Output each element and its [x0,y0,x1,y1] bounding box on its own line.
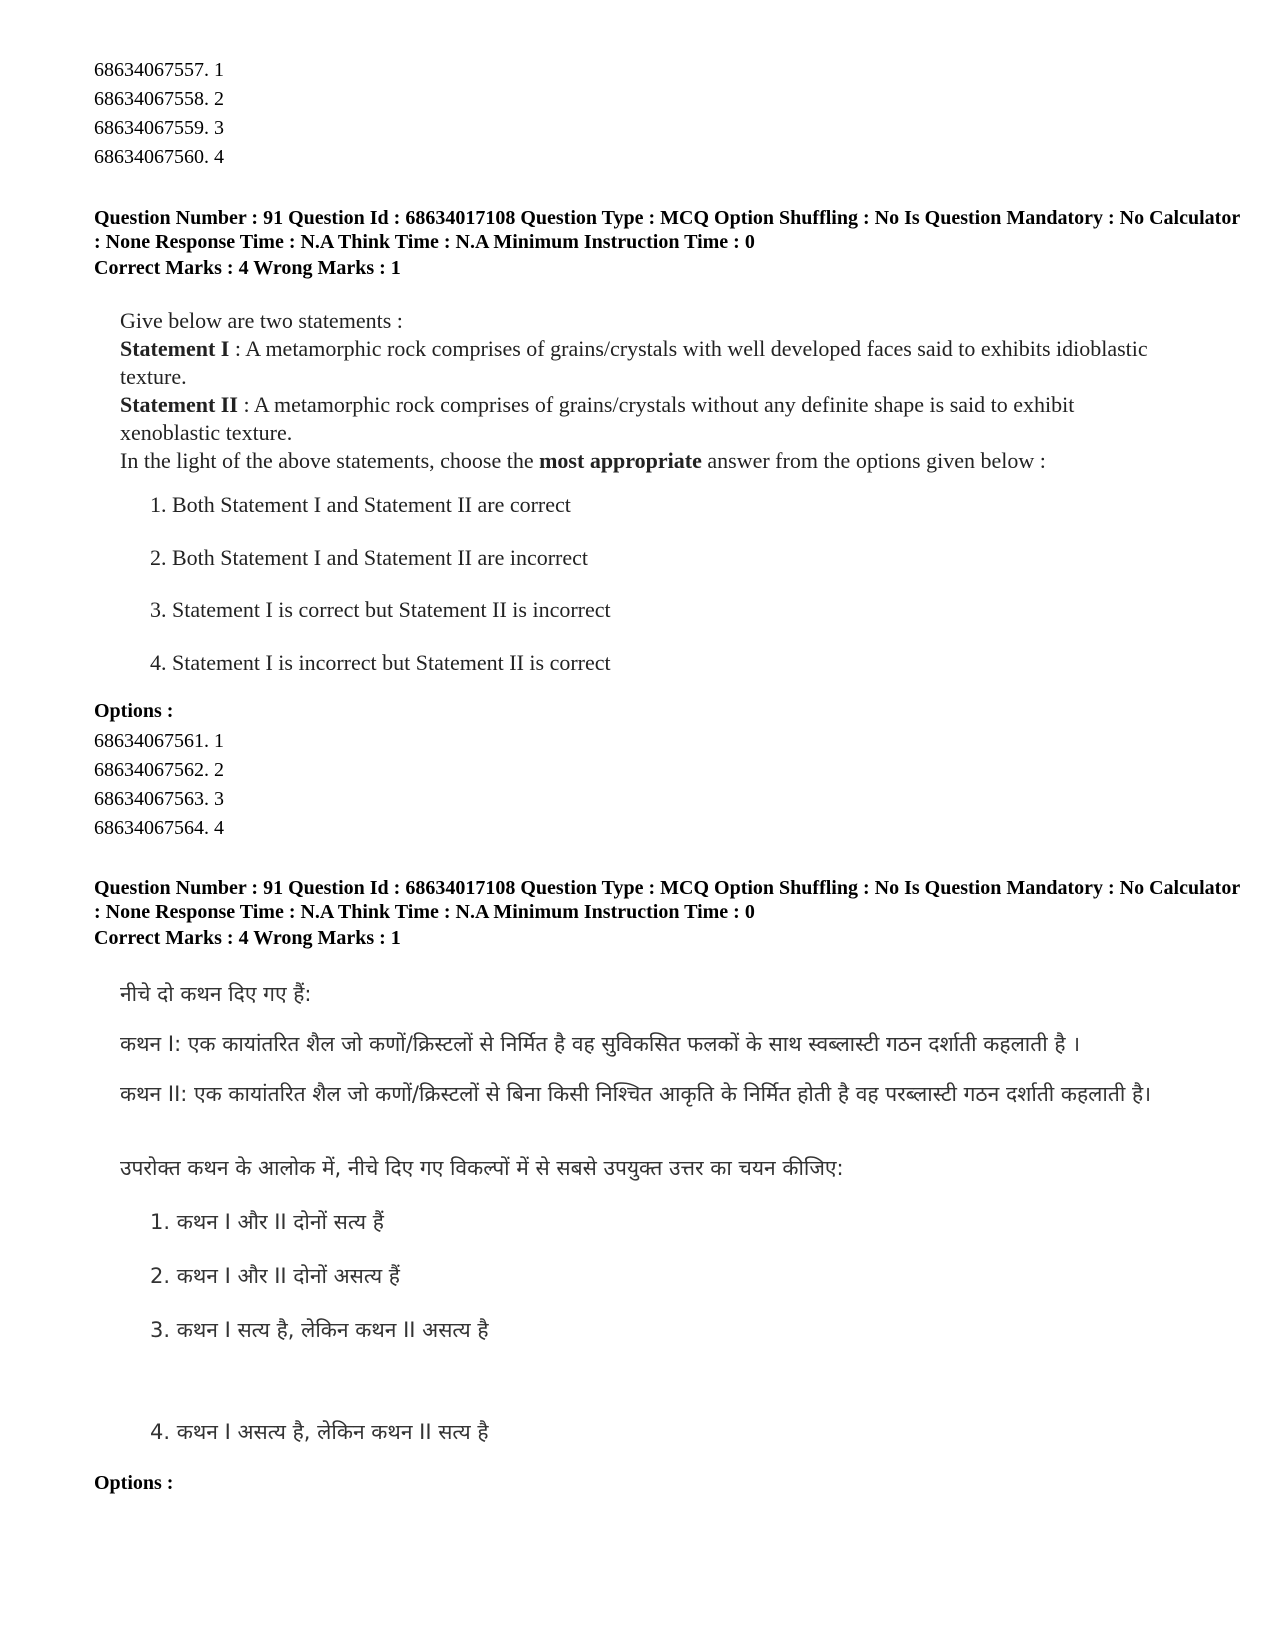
statement-1-hindi: कथन I: एक कायांतरित शैल जो कणों/क्रिस्टलों से निर्मित है वह सुविकसित फलकों के साथ स्वब्लास्टी गठन दर्शाती कहलाती है । [120,1032,1081,1056]
option-line: 68634067561. 1 [94,730,224,752]
choice-1-hindi: 1. कथन I और II दोनों सत्य हैं [150,1210,384,1234]
question-body-hindi [120,980,1190,1450]
question-prompt-hindi: उपरोक्त कथन के आलोक में, नीचे दिए गए विकल्पों में से सबसे उपयुक्त उत्तर का चयन कीजिए: [120,1156,844,1180]
option-line: 68634067563. 3 [94,788,224,810]
question-marks-hindi: Correct Marks : 4 Wrong Marks : 1 [94,927,401,949]
question-meta-hindi: Question Number : 91 Question Id : 68634017108 Question Type : MCQ Option Shuffling : No Is Question Mandatory : No Calculator : None Response Time : N.A Think Time : N.A Minimum Instruction Time : 0 [94,877,1240,923]
statement-1-label: Statement I [120,336,230,361]
choice-2: 2. Both Statement I and Statement II are incorrect [150,545,589,570]
statement-2-text: : A metamorphic rock comprises of grains/crystals without any definite shape is said to exhibit xenoblastic texture. [120,392,1075,445]
choice-3-hindi: 3. कथन I सत्य है, लेकिन कथन II असत्य है [150,1318,489,1342]
question-meta-english: Question Number : 91 Question Id : 68634017108 Question Type : MCQ Option Shuffling : No Is Question Mandatory : No Calculator : None Response Time : N.A Think Time : N.A Minimum Instruction Time : 0 [94,207,1240,253]
option-line: 68634067557. 1 [94,59,224,81]
choice-4-hindi: 4. कथन I असत्य है, लेकिन कथन II सत्य है [150,1420,489,1444]
option-line: 68634067564. 4 [94,817,224,839]
question-marks-english: Correct Marks : 4 Wrong Marks : 1 [94,257,401,279]
options-label-english: Options : [94,700,174,722]
option-line: 68634067558. 2 [94,88,224,110]
prompt-bold: most appropriate [539,448,702,473]
choice-2-hindi: 2. कथन I और II दोनों असत्य हैं [150,1264,400,1288]
option-line: 68634067559. 3 [94,117,224,139]
previous-options-list [94,56,224,172]
statement-1-text: : A metamorphic rock comprises of grains/crystals with well developed faces said to exhibits idioblastic texture. [120,336,1148,389]
prompt-pre: In the light of the above statements, choose the [120,448,540,473]
option-line: 68634067562. 2 [94,759,224,781]
question-prompt [120,447,1180,475]
statements-intro-hindi: नीचे दो कथन दिए गए हैं: [120,982,312,1006]
options-label-hindi: Options : [94,1472,174,1494]
options-list-english [94,727,224,843]
statement-2-label: Statement II [120,392,238,417]
question-body-english [120,307,1180,687]
statement-2-hindi: कथन II: एक कायांतरित शैल जो कणों/क्रिस्टलों से बिना किसी निश्चित आकृति के निर्मित होती है वह परब्लास्टी गठन दर्शाती कहलाती है। [120,1082,1152,1106]
choice-4: 4. Statement I is incorrect but Statement II is correct [150,650,611,675]
choice-1: 1. Both Statement I and Statement II are correct [150,492,571,517]
prompt-post: answer from the options given below : [701,448,1046,473]
statement-1 [120,335,1180,391]
statements-intro: Give below are two statements : [120,308,403,333]
statement-2 [120,391,1180,447]
option-line: 68634067560. 4 [94,146,224,168]
choice-3: 3. Statement I is correct but Statement II is incorrect [150,597,611,622]
